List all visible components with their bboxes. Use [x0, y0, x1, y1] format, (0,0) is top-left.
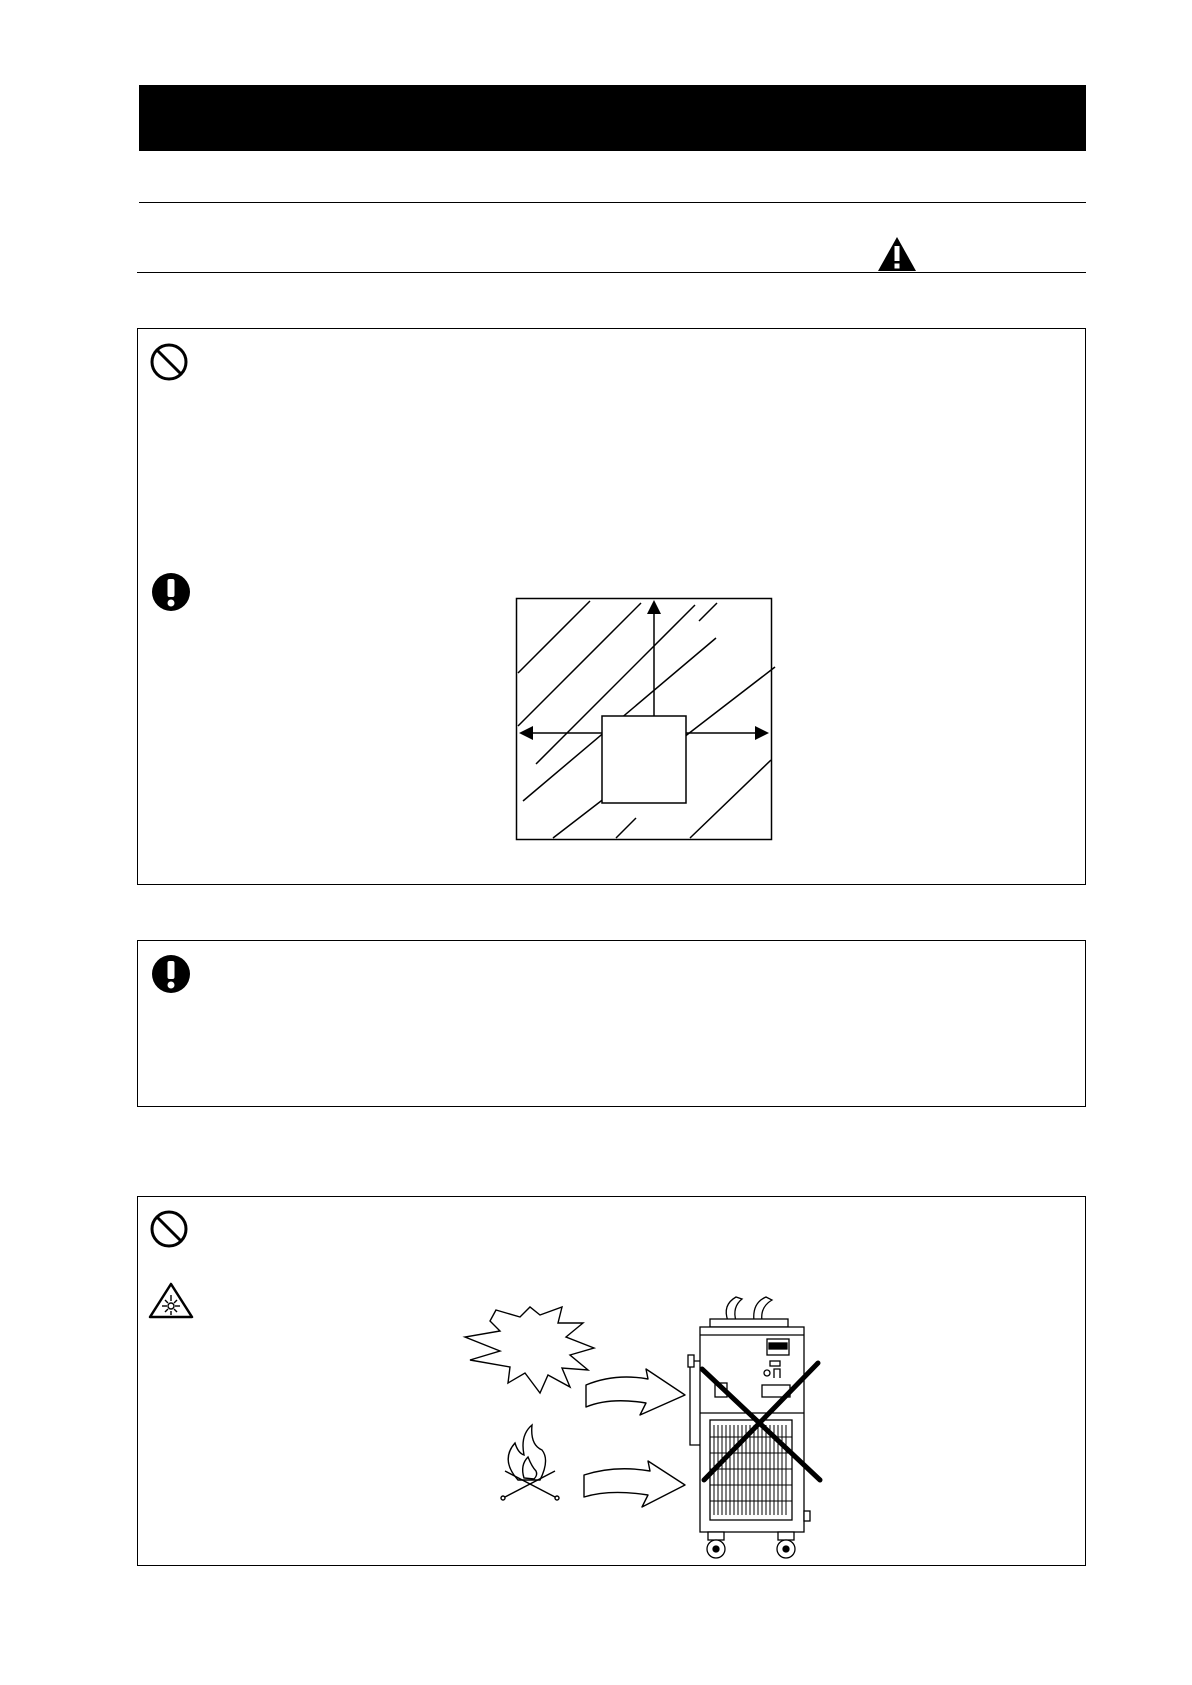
arrow-icon [584, 1461, 685, 1507]
warning-rule [137, 272, 1086, 273]
mandatory-action-icon [151, 572, 191, 612]
installation-clearance-diagram [516, 598, 772, 840]
mandatory-action-icon [151, 954, 191, 994]
flame-icon [501, 1425, 559, 1500]
prohibition-icon [149, 1209, 189, 1249]
no-flammable-near-chiller-illustration [460, 1275, 840, 1565]
arrow-icon [586, 1369, 685, 1415]
operating-precaution-section [137, 940, 1086, 1107]
explosion-burst-icon [465, 1307, 594, 1393]
top-rule [139, 202, 1086, 203]
header-title-bar [139, 85, 1086, 151]
warning-triangle-icon [877, 236, 917, 272]
prohibition-icon [149, 342, 189, 382]
section-heading [139, 206, 839, 256]
explosion-hazard-icon [148, 1282, 194, 1319]
